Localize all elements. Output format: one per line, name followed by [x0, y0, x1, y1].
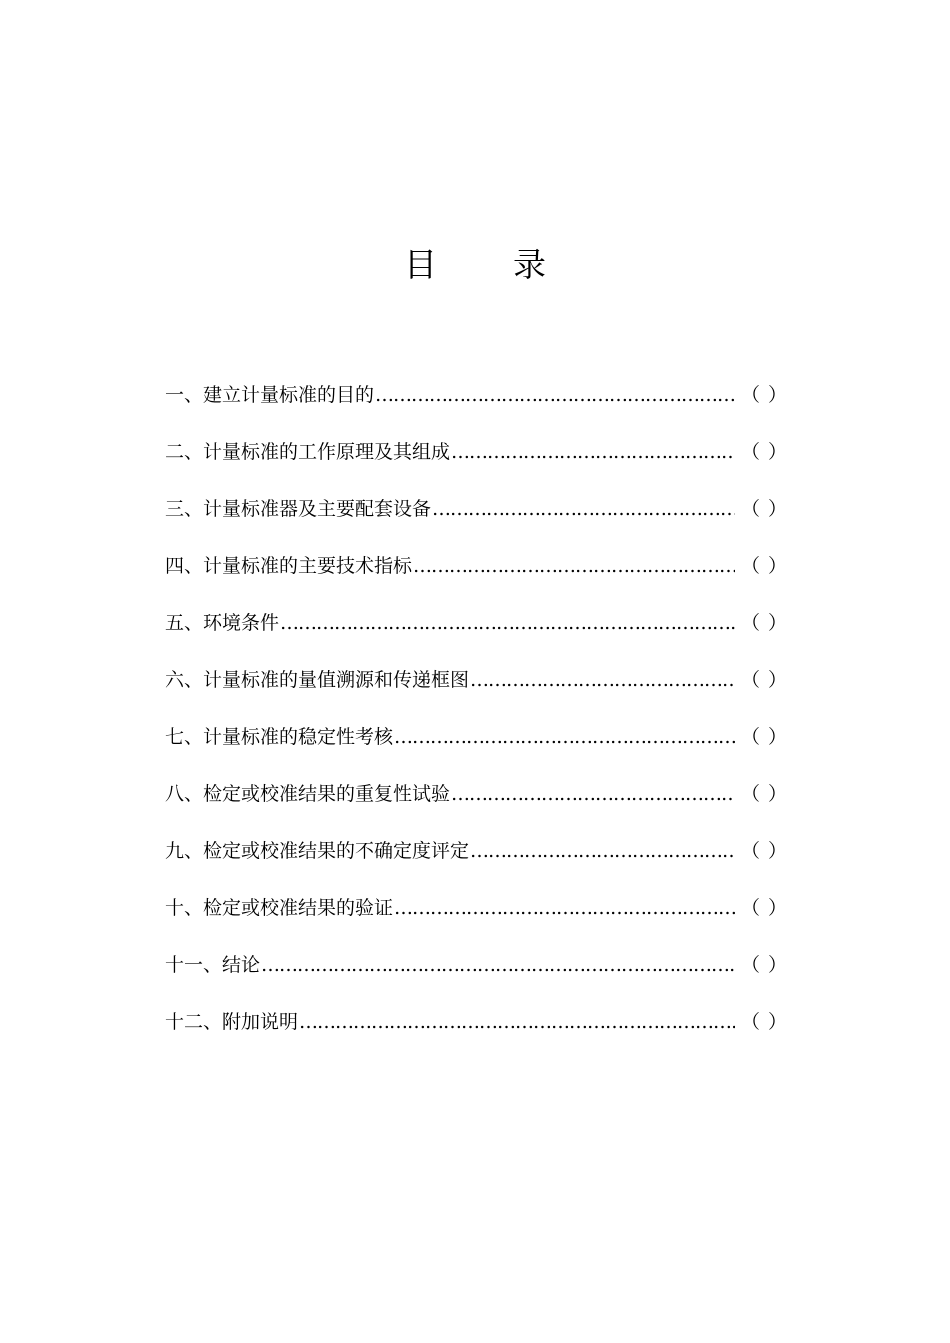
toc-entry — [165, 708, 787, 765]
toc-title — [0, 240, 950, 290]
toc-entry-label: 七、计量标准的稳定性考核 — [165, 725, 394, 748]
toc-page-number-placeholder — [735, 375, 787, 415]
toc-page-number-placeholder — [735, 717, 787, 757]
toc-entry — [165, 594, 787, 651]
toc-page-number-placeholder — [735, 831, 787, 871]
toc-page-number-placeholder — [735, 603, 787, 643]
toc-leader-dots — [451, 774, 735, 814]
toc-entry — [165, 879, 787, 936]
close-paren: ） — [767, 383, 787, 406]
toc-entry — [165, 366, 787, 423]
toc-page-number-placeholder — [735, 945, 787, 985]
close-paren: ） — [767, 440, 787, 463]
toc-entry-label: 十、检定或校准结果的验证 — [165, 896, 394, 919]
toc-entry — [165, 822, 787, 879]
toc-entry-label: 六、计量标准的量值溯源和传递框图 — [165, 668, 470, 691]
toc-leader-dots — [394, 717, 735, 757]
close-paren: ） — [767, 554, 787, 577]
close-paren: ） — [767, 953, 787, 976]
title-char: 目 — [404, 245, 437, 284]
close-paren: ） — [767, 497, 787, 520]
toc-entry-label: 四、计量标准的主要技术指标 — [165, 554, 413, 577]
close-paren: ） — [767, 668, 787, 691]
toc-entry — [165, 423, 787, 480]
toc-page-number-placeholder — [735, 546, 787, 586]
toc-page-number-placeholder — [735, 774, 787, 814]
open-paren: （ — [741, 440, 761, 463]
toc-leader-dots — [451, 432, 735, 472]
toc-entry-label: 二、计量标准的工作原理及其组成 — [165, 440, 451, 463]
close-paren: ） — [767, 611, 787, 634]
toc-entry — [165, 993, 787, 1050]
toc-entry-label: 十一、结论 — [165, 953, 261, 976]
toc-page-number-placeholder — [735, 432, 787, 472]
open-paren: （ — [741, 668, 761, 691]
toc-entry-label: 三、计量标准器及主要配套设备 — [165, 497, 432, 520]
toc-leader-dots — [299, 1002, 735, 1042]
table-of-contents — [165, 366, 787, 1050]
toc-leader-dots — [470, 660, 735, 700]
toc-leader-dots — [413, 546, 735, 586]
title-char: 录 — [513, 245, 546, 284]
toc-page-number-placeholder — [735, 489, 787, 529]
toc-entry-label: 一、建立计量标准的目的 — [165, 383, 375, 406]
toc-entry-label: 十二、附加说明 — [165, 1010, 299, 1033]
close-paren: ） — [767, 725, 787, 748]
toc-entry — [165, 651, 787, 708]
open-paren: （ — [741, 782, 761, 805]
open-paren: （ — [741, 611, 761, 634]
close-paren: ） — [767, 782, 787, 805]
toc-entry — [165, 936, 787, 993]
close-paren: ） — [767, 839, 787, 862]
open-paren: （ — [741, 497, 761, 520]
close-paren: ） — [767, 896, 787, 919]
toc-leader-dots — [280, 603, 735, 643]
toc-entry-label: 九、检定或校准结果的不确定度评定 — [165, 839, 470, 862]
toc-entry-label: 八、检定或校准结果的重复性试验 — [165, 782, 451, 805]
open-paren: （ — [741, 554, 761, 577]
toc-leader-dots — [432, 489, 735, 529]
toc-entry — [165, 765, 787, 822]
toc-entry-label: 五、环境条件 — [165, 611, 280, 634]
toc-leader-dots — [394, 888, 735, 928]
open-paren: （ — [741, 839, 761, 862]
toc-page-number-placeholder — [735, 1002, 787, 1042]
toc-entry — [165, 537, 787, 594]
close-paren: ） — [767, 1010, 787, 1033]
open-paren: （ — [741, 383, 761, 406]
open-paren: （ — [741, 1010, 761, 1033]
toc-leader-dots — [261, 945, 735, 985]
toc-leader-dots — [470, 831, 735, 871]
toc-page-number-placeholder — [735, 888, 787, 928]
open-paren: （ — [741, 725, 761, 748]
toc-page-number-placeholder — [735, 660, 787, 700]
open-paren: （ — [741, 953, 761, 976]
open-paren: （ — [741, 896, 761, 919]
toc-entry — [165, 480, 787, 537]
toc-leader-dots — [375, 375, 735, 415]
